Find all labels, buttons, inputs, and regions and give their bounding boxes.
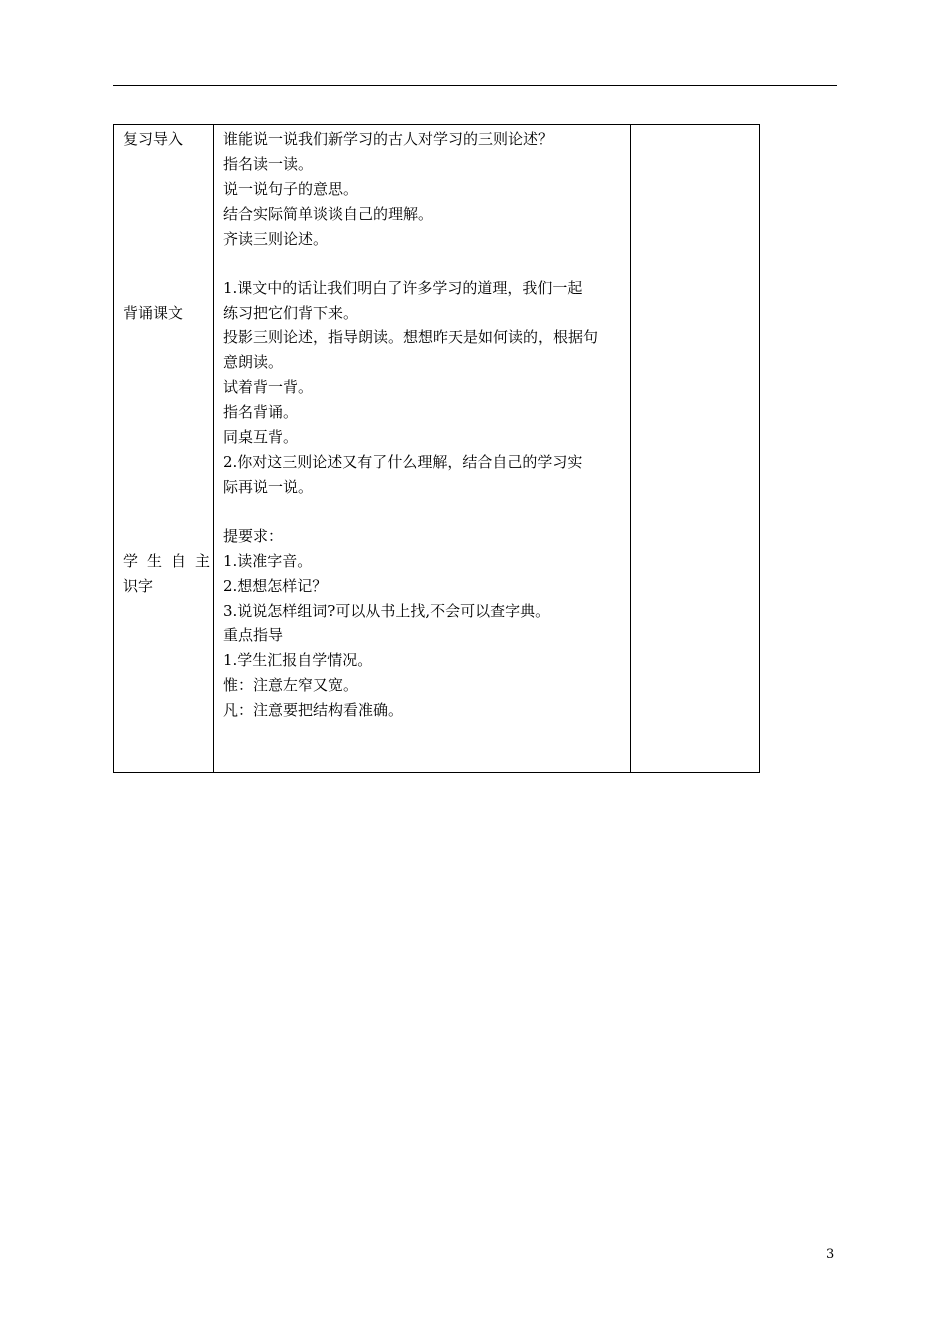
content-line: 谁能说一说我们新学习的古人对学习的三则论述？ xyxy=(223,130,554,148)
content-line: 齐读三则论述。 xyxy=(223,230,329,248)
content-line: 凡：注意要把结构看准确。 xyxy=(223,701,404,719)
notes-column xyxy=(631,125,760,773)
content-line: 2.想想怎样记？ xyxy=(223,577,328,595)
content-line: 指名读一读。 xyxy=(223,155,314,173)
content-line: 指名背诵。 xyxy=(223,403,299,421)
content-line: 1.读准字音。 xyxy=(223,552,313,570)
page-number: 3 xyxy=(826,1247,835,1262)
section-label-column xyxy=(114,125,220,773)
label-recite: 背诵课文 xyxy=(123,304,184,322)
label-self-study-line2: 识字 xyxy=(123,577,154,595)
content-line: 际再说一说。 xyxy=(223,478,314,496)
content-line: 同桌互背。 xyxy=(223,428,299,446)
content-line: 提要求： xyxy=(223,527,284,545)
content-line: 投影三则论述，指导朗读。想想昨天是如何读的，根据句 xyxy=(223,328,599,346)
content-line: 1.学生汇报自学情况。 xyxy=(223,651,373,669)
content-line: 结合实际简单谈谈自己的理解。 xyxy=(223,205,434,223)
content-line: 3.说说怎样组词?可以从书上找,不会可以查字典。 xyxy=(223,602,551,620)
content-line: 试着背一背。 xyxy=(223,378,314,396)
label-review: 复习导入 xyxy=(123,130,184,148)
lesson-plan-table xyxy=(113,124,760,773)
teaching-content-column xyxy=(214,125,631,773)
table-row xyxy=(114,125,760,773)
content-line: 2.你对这三则论述又有了什么理解，结合自己的学习实 xyxy=(223,453,583,471)
content-line: 惟：注意左窄又宽。 xyxy=(223,676,359,694)
content-line: 意朗读。 xyxy=(223,353,284,371)
content-line: 说一说句子的意思。 xyxy=(223,180,359,198)
content-line: 1.课文中的话让我们明白了许多学习的道理，我们一起 xyxy=(223,279,583,297)
label-self-study-line1: 学生自主 xyxy=(123,552,220,570)
content-line: 练习把它们背下来。 xyxy=(223,304,359,322)
header-rule xyxy=(113,85,837,86)
content-line: 重点指导 xyxy=(223,626,284,644)
